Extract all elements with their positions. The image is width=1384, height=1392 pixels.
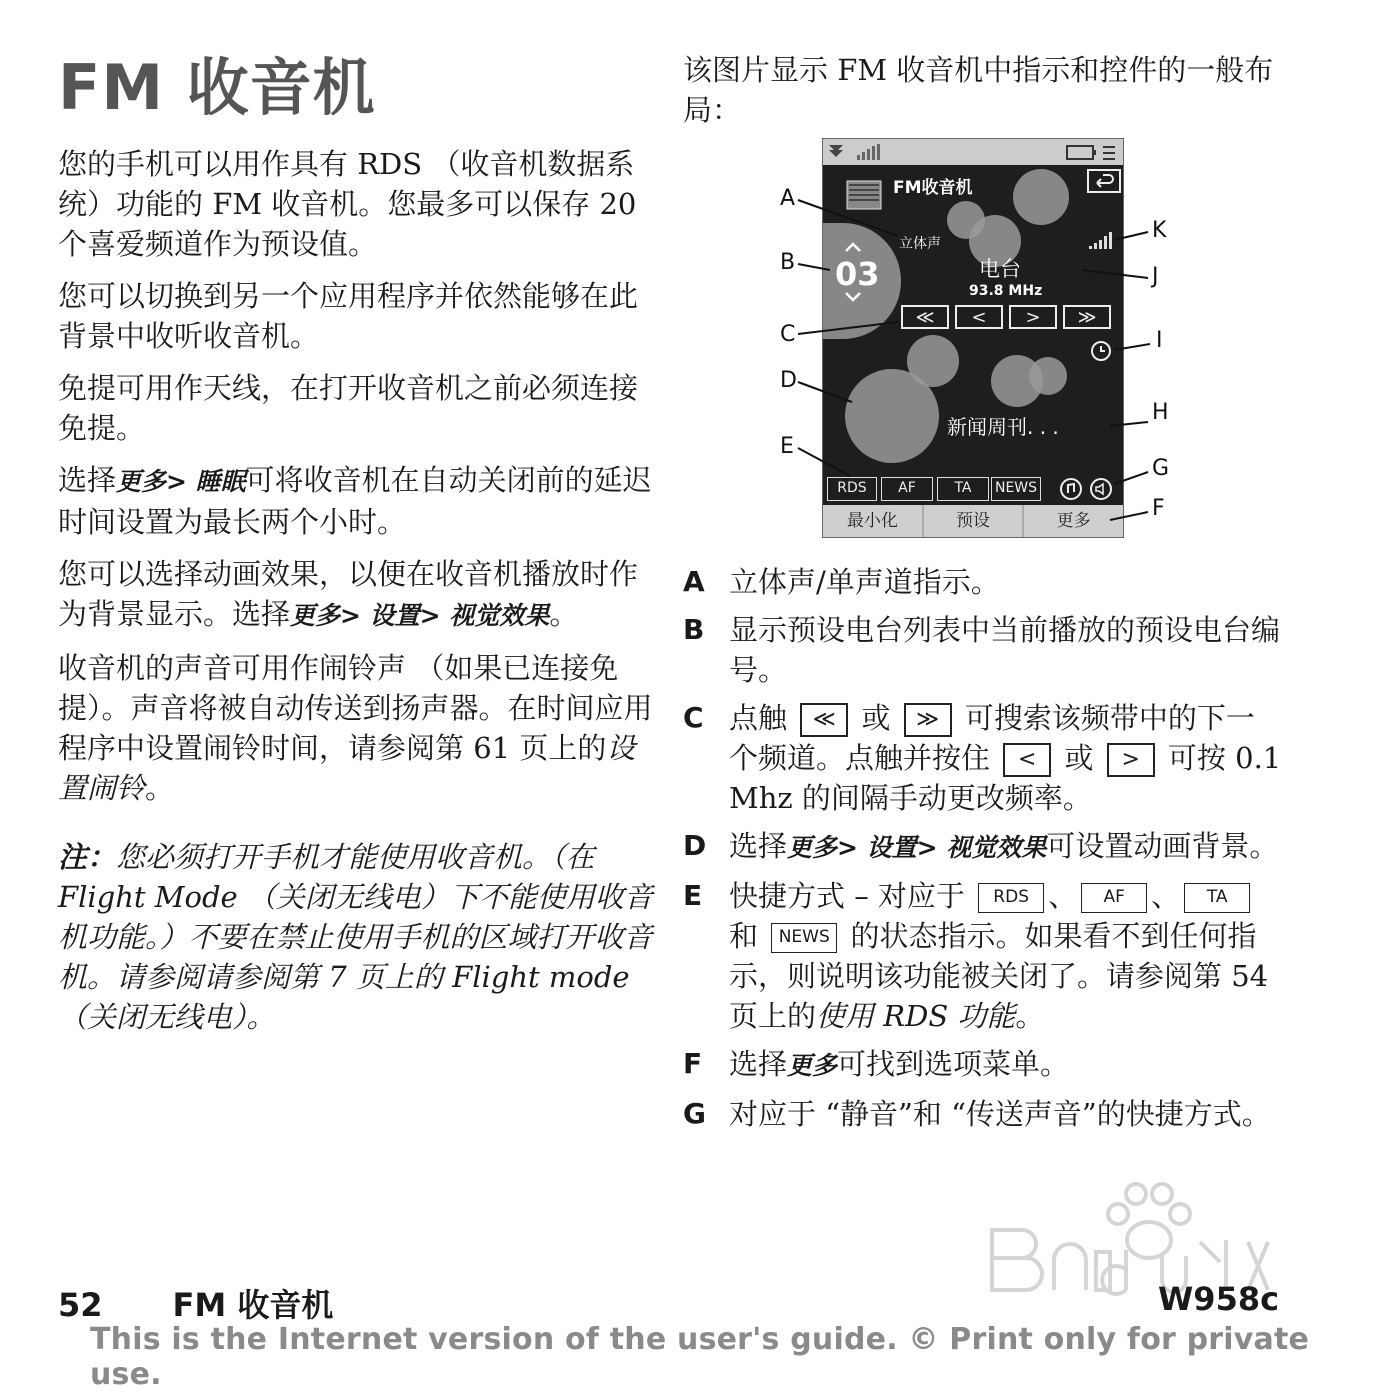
indicator-news: NEWS — [991, 477, 1041, 501]
note-heading: 注： — [58, 840, 117, 874]
station-name: 电台 — [979, 257, 1021, 281]
text: 。 — [549, 597, 579, 631]
menu-path-visual: 更多> 设置> 视觉效果 — [290, 601, 550, 630]
status-bar — [823, 139, 1123, 165]
para-sleep — [58, 460, 658, 542]
preset-down-icon[interactable] — [843, 291, 863, 303]
signal-icon — [827, 139, 887, 165]
mute-icon[interactable] — [1089, 477, 1113, 501]
item-text: 或 — [861, 701, 891, 735]
callout-a: A — [780, 186, 796, 211]
preset-up-icon[interactable] — [843, 241, 863, 253]
menu-path-sleep: 更多> 睡眠 — [116, 467, 246, 496]
text: 选择 — [58, 463, 117, 497]
transfer-sound-icon[interactable] — [1059, 477, 1083, 501]
callout-e: E — [780, 434, 794, 459]
para-intro: 您的手机可以用作具有 RDS （收音机数据系统）功能的 FM 收音机。您最多可以保存 20 个喜爱频道作为预设值。 — [58, 147, 637, 261]
item-text: 点触 — [729, 701, 788, 735]
item-letter: D — [683, 829, 707, 862]
callout-c: C — [780, 322, 796, 347]
note — [58, 837, 658, 1037]
stereo-indicator: 立体声 — [899, 236, 941, 252]
item-text: 和 — [729, 919, 759, 953]
item-text: 。 — [1015, 999, 1045, 1033]
step-back-key: < — [1003, 743, 1051, 777]
bg-bubble — [1013, 169, 1069, 225]
disclaimer: This is the Internet version of the user's guide. © Print only for private use. — [90, 1322, 1310, 1392]
callout-d: D — [780, 368, 797, 393]
item-text: 、 — [1048, 879, 1078, 913]
text: 收音机的声音可用作闹铃声 （如果已连接免提）。声音将被自动传送到扬声器。在时间应用程序中设置闹铃时间，请参阅第 61 页上的 — [58, 651, 653, 765]
item-text: 显示预设电台列表中当前播放的预设电台编号。 — [729, 613, 1281, 687]
rds-text: 新闻周刊. . . — [947, 415, 1059, 439]
item-text: 可设置动画背景。 — [1046, 829, 1279, 863]
af-key: AF — [1081, 883, 1147, 913]
phone-screen — [822, 138, 1124, 538]
text: 。 — [145, 771, 175, 805]
bg-bubble — [845, 369, 939, 463]
item-text: 、 — [1151, 879, 1181, 913]
battery-icon — [1065, 139, 1121, 165]
callout-f: F — [1152, 496, 1165, 521]
link-set-alarm: 设置闹铃 — [58, 731, 636, 805]
callout-g: G — [1152, 456, 1170, 481]
callout-i: I — [1156, 328, 1163, 353]
news-key: NEWS — [771, 923, 837, 953]
item-letter: G — [683, 1097, 706, 1130]
footer-model: W958c — [1158, 1280, 1280, 1318]
item-letter: B — [683, 613, 705, 646]
list-item — [683, 1044, 1283, 1086]
item-text: 快捷方式 – 对应于 — [729, 879, 965, 913]
signal-strength-icon — [1089, 231, 1113, 251]
figure-intro: 该图片显示 FM 收音机中指示和控件的一般布局： — [683, 53, 1274, 127]
softkey-more[interactable]: 更多 — [1056, 511, 1091, 531]
menu-path-visual: 更多> 设置> 视觉效果 — [787, 833, 1047, 862]
back-icon[interactable] — [1087, 169, 1121, 193]
footer-left — [58, 1280, 333, 1326]
para-handsfree: 免提可用作天线，在打开收音机之前必须连接免提。 — [58, 371, 639, 445]
para-background: 您可以切换到另一个应用程序并依然能够在此背景中收听收音机。 — [58, 279, 639, 353]
page-number: 52 — [58, 1286, 103, 1324]
list-item — [683, 562, 1283, 602]
seek-back-button[interactable]: ≪ — [901, 305, 949, 329]
item-letter: A — [683, 565, 705, 598]
item-text: 可找到选项菜单。 — [837, 1047, 1070, 1081]
text: 可将收音机在自动关闭前的延迟时间设置为最长两个小时。 — [58, 463, 652, 539]
item-letter: C — [683, 701, 704, 734]
softkey-presets[interactable]: 预设 — [924, 505, 1025, 537]
seek-back-key: ≪ — [800, 703, 848, 737]
item-text: 或 — [1064, 741, 1094, 775]
item-text: 可按 0.1 Mhz 的间隔手动更改频率。 — [729, 741, 1282, 815]
list-item — [683, 698, 1283, 818]
item-letter: E — [683, 879, 703, 912]
callout-h: H — [1152, 400, 1169, 425]
item-text: 可搜索该频带中的下一个频道。点触并按住 — [729, 701, 1255, 775]
callout-j: J — [1152, 264, 1159, 289]
step-back-button[interactable]: < — [955, 305, 1003, 329]
indicator-rds: RDS — [827, 477, 877, 501]
text: 您可以选择动画效果，以便在收音机播放时作为背景显示。选择 — [58, 557, 639, 631]
item-text: 对应于 “静音”和 “传送声音”的快捷方式。 — [729, 1097, 1271, 1131]
seek-forward-button[interactable]: ≫ — [1063, 305, 1111, 329]
list-item — [683, 876, 1283, 1036]
item-text: 的状态指示。如果看不到任何指示，则说明该功能被关闭了。请参阅第 54 页上的 — [729, 919, 1269, 1033]
callout-k: K — [1152, 218, 1167, 243]
rds-key: RDS — [978, 883, 1044, 913]
radio-app-icon — [843, 173, 887, 213]
step-forward-key: > — [1107, 743, 1155, 777]
step-forward-button[interactable]: > — [1009, 305, 1057, 329]
right-column — [683, 50, 1283, 130]
indicator-af: AF — [881, 477, 933, 501]
bg-bubble — [1029, 357, 1067, 395]
alarm-icon[interactable] — [1089, 339, 1113, 363]
softkey-bar — [823, 505, 1123, 537]
footer-chapter: FM 收音机 — [172, 1286, 334, 1324]
softkey-minimize[interactable]: 最小化 — [823, 505, 924, 537]
page-title: FM 收音机 — [58, 51, 376, 124]
link-use-rds: 使用 RDS 功能 — [816, 999, 1016, 1033]
callout-b: B — [780, 250, 796, 275]
menu-more: 更多 — [787, 1051, 838, 1080]
item-text: 立体声/单声道指示。 — [729, 565, 1000, 599]
note-body: 您必须打开手机才能使用收音机。（在 Flight Mode （关闭无线电）下不能使用收音机功能。）不要在禁止使用手机的区域打开收音机。请参阅请参阅第 7 页上的 Flight mode （关闭无线电）。 — [58, 840, 653, 1034]
item-letter: F — [683, 1047, 703, 1080]
preset-number: 03 — [835, 255, 880, 293]
legend-list — [683, 562, 1283, 1142]
item-text: 选择 — [729, 829, 788, 863]
left-column — [58, 50, 658, 1066]
item-text: 选择 — [729, 1047, 788, 1081]
frequency: 93.8 MHz — [969, 283, 1043, 299]
para-alarm — [58, 648, 658, 808]
para-visual — [58, 554, 658, 636]
list-item — [683, 610, 1283, 690]
ta-key: TA — [1184, 883, 1250, 913]
list-item — [683, 826, 1283, 868]
list-item — [683, 1094, 1283, 1134]
radio-screenshot-figure — [778, 138, 1178, 538]
app-title: FM收音机 — [893, 178, 973, 198]
seek-forward-key: ≫ — [904, 703, 952, 737]
indicator-ta: TA — [937, 477, 989, 501]
